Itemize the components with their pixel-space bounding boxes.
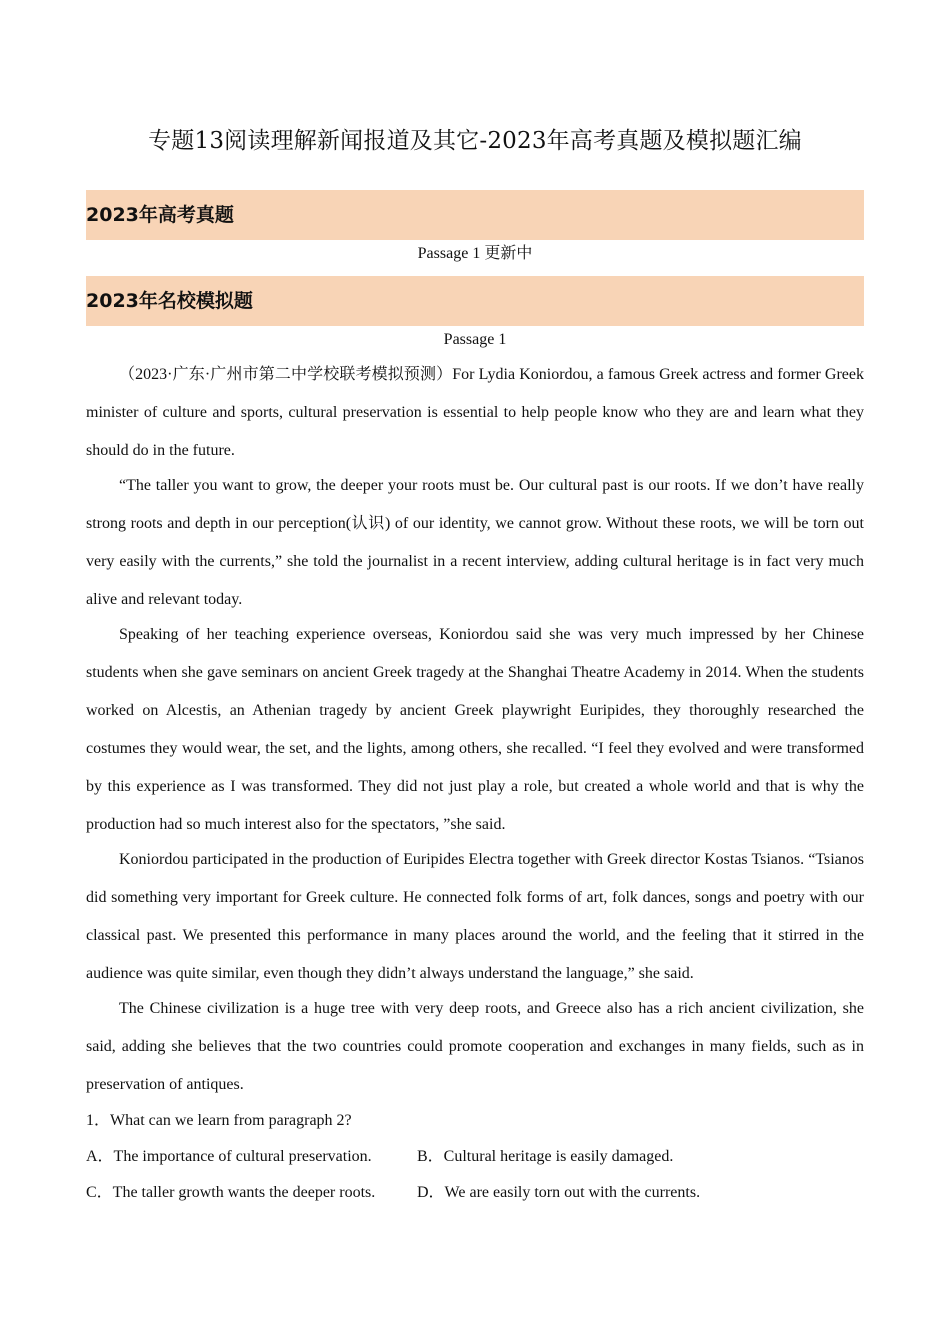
section-heading-band-real-exam	[86, 190, 864, 240]
document-title: 专题13阅读理解新闻报道及其它-2023年高考真题及模拟题汇编	[148, 128, 802, 154]
section-heading-band-mock-exam	[86, 276, 864, 326]
section-heading-mock-exam: 2023年名校模拟题	[86, 290, 253, 312]
option-d: D．We are easily torn out with the currents.	[417, 1184, 701, 1201]
passage-paragraph-2: “The taller you want to grow, the deeper your roots must be. Our cultural past is our roots. If we don’t have really strong roots and depth in our perception(认识) of our identity, we cannot grow. Without these roots, we will be torn out very easily with the currents,” she told the journalist in a recent interview, adding cultural heritage is in fact very much alive and relevant today.	[86, 477, 864, 608]
passage-body	[86, 356, 864, 1101]
passage-paragraph-5: The Chinese civilization is a huge tree with very deep roots, and Greece also has a rich ancient civilization, she said, adding she believes that the two countries could promote cooperation and exchanges in many fields, such as in preservation of antiques.	[86, 1000, 864, 1093]
section-heading-real-exam: 2023年高考真题	[86, 204, 234, 226]
option-a: A．The importance of cultural preservation.	[86, 1148, 372, 1165]
question-stem: 1．What can we learn from paragraph 2?	[86, 1112, 352, 1129]
passage-paragraph-1: （2023·广东·广州市第二中学校联考模拟预测）For Lydia Koniordou, a famous Greek actress and former Greek minister of culture and sports, cultural preservation is essential to help people know who they are and learn what they should do in the future.	[86, 366, 864, 459]
passage-paragraph-3: Speaking of her teaching experience overseas, Koniordou said she was very much impressed by her Chinese students when she gave seminars on ancient Greek tragedy at the Shanghai Theatre Academy in 2014. When the students worked on Alcestis, an Athenian tragedy by ancient Greek playwright Euripides, they thoroughly researched the costumes they would wear, the set, and the lights, among others, she recalled. “I feel they evolved and were transformed by this experience as I was transformed. They did not just play a role, but created a whole world and that is why the production had so much interest also for the spectators, ”she said.	[86, 626, 864, 833]
passage-label-mock-exam: Passage 1	[443, 331, 507, 348]
option-b: B．Cultural heritage is easily damaged.	[417, 1148, 674, 1165]
option-c: C．The taller growth wants the deeper roots.	[86, 1184, 376, 1201]
passage-paragraph-4: Koniordou participated in the production of Euripides Electra together with Greek director Kostas Tsianos. “Tsianos did something very important for Greek culture. He connected folk forms of art, folk dances, songs and poetry with our classical past. We presented this performance in many places around the world, and the feeling that it stirred in the audience was quite similar, even though they didn’t always understand the language,” she said.	[86, 851, 864, 982]
passage-label-real-exam: Passage 1 更新中	[417, 245, 533, 262]
